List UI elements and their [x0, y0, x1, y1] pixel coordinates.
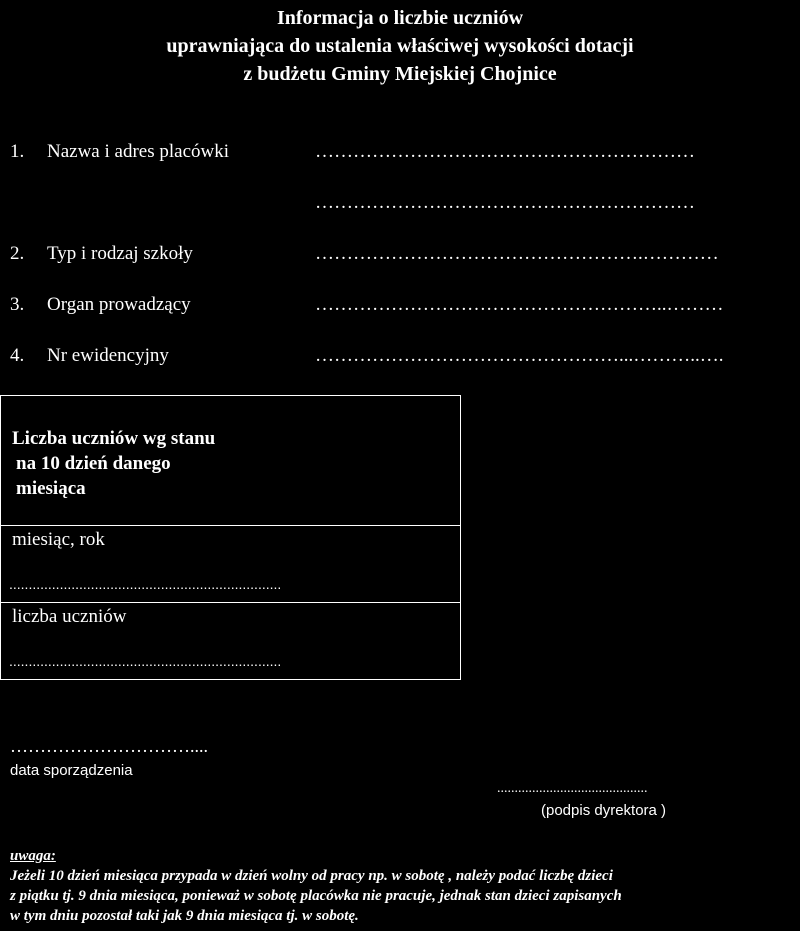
table-header-text	[12, 426, 215, 501]
table-row-student-count	[1, 603, 460, 679]
field-2-number: 2.	[10, 243, 25, 264]
field-4-label: Nr ewidencyjny	[47, 345, 169, 366]
field-3-input-line[interactable]: ………………………………………………..………	[315, 294, 724, 315]
title-line-1: Informacja o liczbie uczniów	[276, 7, 524, 29]
student-count-label: liczba uczniów	[12, 606, 127, 627]
title-line-2: uprawniająca do ustalenia właściwej wysokości dotacji	[166, 35, 634, 57]
student-count-table	[0, 395, 461, 680]
signature-input-line[interactable]: ...........................................	[497, 781, 648, 796]
title-line-3: z budżetu Gminy Miejskiej Chojnice	[243, 63, 557, 85]
note-line-2: z piątku tj. 9 dnia miesiąca, ponieważ w sobotę placówka nie pracuje, jednak stan dzieci zapisanych	[10, 888, 622, 904]
field-2-label: Typ i rodzaj szkoły	[47, 243, 193, 264]
field-1-number: 1.	[10, 141, 25, 162]
month-year-label: miesiąc, rok	[12, 529, 105, 550]
date-label: data sporządzenia	[10, 762, 133, 779]
document-title	[0, 4, 800, 88]
field-1-label: Nazwa i adres placówki	[47, 141, 230, 162]
note-heading: uwaga:	[10, 848, 56, 864]
table-header	[1, 396, 460, 526]
month-year-input-line[interactable]: ......................................................................	[9, 576, 282, 592]
student-count-input-line[interactable]: ......................................................................	[9, 653, 282, 669]
field-4-input-line[interactable]: …………………………………………...………..….	[315, 345, 724, 366]
table-row-month-year	[1, 526, 460, 603]
note-line-3: w tym dniu pozostał taki jak 9 dnia miesiąca tj. w sobotę.	[10, 908, 359, 924]
table-header-line-2: na 10 dzień danego	[16, 453, 171, 474]
note-line-1: Jeżeli 10 dzień miesiąca przypada w dzień wolny od pracy np. w sobotę , należy podać liczbę dzieci	[10, 868, 613, 884]
field-1-input-line[interactable]: ……………………………………………………	[315, 141, 695, 162]
field-1-input-line-2[interactable]: ……………………………………………………	[315, 192, 695, 213]
signature-label: (podpis dyrektora )	[541, 802, 667, 819]
field-3-label: Organ prowadzący	[47, 294, 191, 315]
field-2-input-line[interactable]: …………………………………………….…………	[315, 243, 719, 264]
field-4-number: 4.	[10, 345, 25, 366]
note-section	[10, 846, 795, 926]
table-header-line-1: Liczba uczniów wg stanu	[12, 428, 216, 449]
field-3-number: 3.	[10, 294, 25, 315]
date-input-line[interactable]: …………………………....	[10, 736, 208, 756]
table-header-line-3: miesiąca	[16, 478, 86, 499]
